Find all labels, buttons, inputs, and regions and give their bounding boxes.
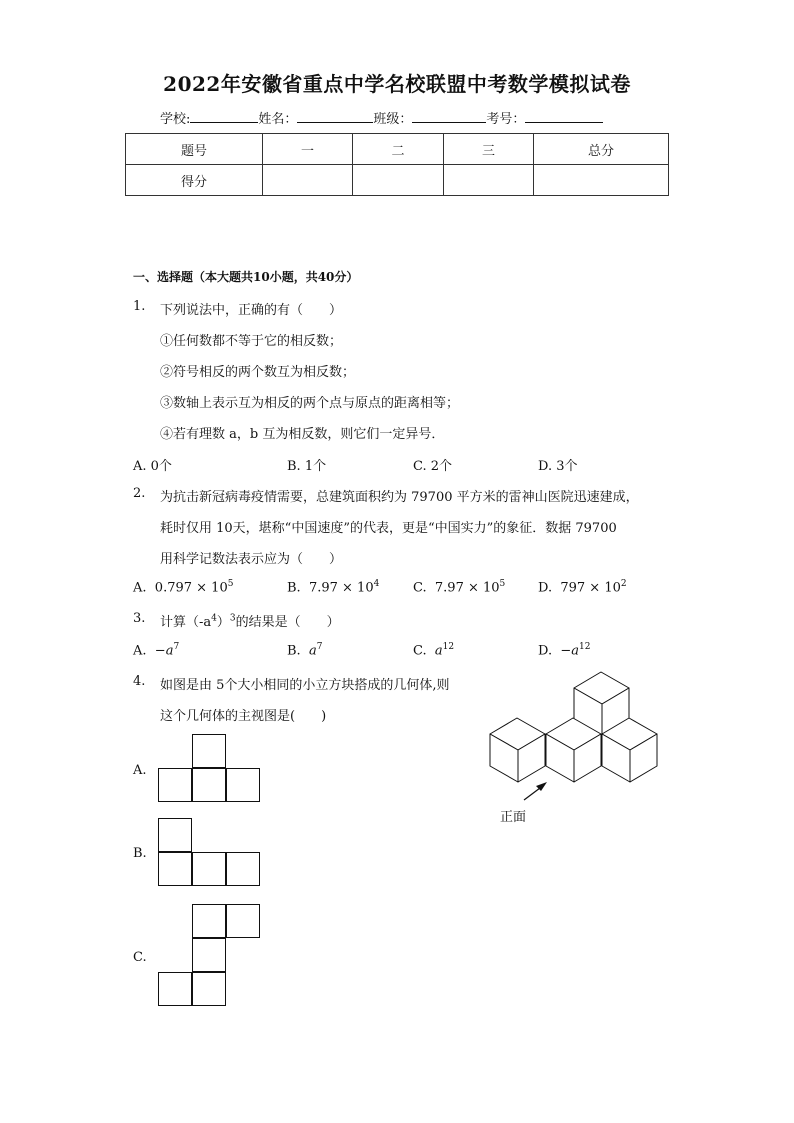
q3-option-a (133, 642, 179, 658)
q1-option-d: D. 3个 (538, 459, 578, 474)
q4-line: 如图是由 5个大小相同的小立方块搭成的几何体,则 (160, 678, 450, 693)
q2-number: 2. (133, 486, 146, 501)
option-exponent: 2 (620, 579, 627, 589)
option-base: a (434, 643, 443, 659)
row-label: 得分 (126, 165, 263, 196)
view-square (192, 938, 226, 972)
option-base: 797 × 10 (560, 580, 621, 596)
score-cell[interactable] (534, 165, 669, 196)
q1-item: ②符号相反的两个数互为相反数； (160, 365, 356, 380)
view-square (226, 852, 260, 886)
q1-number: 1. (133, 299, 146, 314)
option-exponent: 7 (316, 642, 323, 652)
header-cell: 二 (353, 134, 444, 165)
option-base: a (308, 643, 317, 659)
option-exponent: 5 (227, 579, 234, 589)
view-square (226, 904, 260, 938)
class-blank (412, 110, 486, 123)
view-square (192, 768, 226, 802)
q3-option-b (287, 642, 322, 658)
view-square (192, 904, 226, 938)
score-cell[interactable] (353, 165, 444, 196)
q4-line: 这个几何体的主视图是( ) (160, 709, 327, 724)
q3-number: 3. (133, 611, 146, 626)
option-label: A. (133, 643, 147, 659)
q1-item: ④若有理数 a，b 互为相反数，则它们一定异号． (160, 427, 445, 442)
score-table-header (126, 134, 669, 165)
q1-option-c: C. 2个 (413, 459, 453, 474)
view-square (192, 852, 226, 886)
option-base: 7.97 × 10 (434, 580, 500, 596)
view-square (192, 972, 226, 1006)
q3-option-c (413, 642, 454, 658)
q2-option-b (287, 579, 379, 595)
score-cell[interactable] (263, 165, 353, 196)
q4-option-b-label: B. (133, 846, 147, 861)
header-cell: 题号 (126, 134, 263, 165)
q1-stem: 下列说法中，正确的有（ ） (160, 303, 343, 318)
section-heading: 一、选择题（本大题共10小题，共40分） (133, 270, 359, 284)
q4-option-c-figure (158, 904, 263, 1008)
number-label: 考号： (486, 112, 526, 127)
option-label: D. (538, 580, 553, 596)
option-base: −a (560, 643, 580, 659)
name-label: 姓名： (258, 112, 298, 127)
front-view-label: 正面 (500, 810, 527, 825)
score-table-row (126, 165, 669, 196)
q2-line: 耗时仅用 10天，堪称“中国速度”的代表，更是“中国实力”的象征．数据 79700 (160, 521, 617, 536)
view-square (158, 852, 192, 886)
option-label: C. (413, 580, 427, 596)
q3-stem (160, 611, 340, 630)
option-exponent: 7 (173, 642, 180, 652)
q4-option-a-label: A. (133, 763, 147, 778)
stem-part: ） (216, 615, 230, 630)
q2-option-c (413, 579, 505, 595)
q1-item: ①任何数都不等于它的相反数； (160, 334, 343, 349)
q2-option-d (538, 579, 627, 595)
stem-part: 计算（-a (160, 615, 212, 630)
view-square (192, 734, 226, 768)
header-cell: 总分 (534, 134, 669, 165)
option-label: A. (133, 580, 147, 596)
q2-option-a (133, 579, 233, 595)
header-cell: 一 (263, 134, 353, 165)
option-base: −a (154, 643, 174, 659)
option-label: D. (538, 643, 553, 659)
view-square (226, 768, 260, 802)
option-base: 0.797 × 10 (154, 580, 228, 596)
option-label: B. (287, 580, 301, 596)
student-info (160, 108, 603, 127)
q4-number: 4. (133, 674, 146, 689)
q4-option-b-figure (158, 818, 263, 888)
number-blank (525, 110, 603, 123)
view-square (158, 768, 192, 802)
option-label: C. (413, 643, 427, 659)
q4-option-a-figure (158, 734, 263, 804)
q2-line: 为抗击新冠病毒疫情需要，总建筑面积约为 79700 平方米的雷神山医院迅速建成， (160, 490, 639, 505)
option-label: B. (287, 643, 301, 659)
option-exponent: 12 (579, 642, 591, 652)
q1-option-a: A. 0个 (133, 459, 172, 474)
score-table (125, 133, 669, 196)
school-blank (190, 110, 258, 123)
option-base: 7.97 × 10 (308, 580, 374, 596)
q4-option-c-label: C. (133, 950, 147, 965)
option-exponent: 5 (499, 579, 506, 589)
option-exponent: 4 (373, 579, 380, 589)
page-title: 2022年安徽省重点中学名校联盟中考数学模拟试卷 (163, 72, 631, 96)
stem-part: 的结果是（ ） (235, 615, 340, 630)
q2-line: 用科学记数法表示应为（ ） (160, 552, 343, 567)
stem-exponent: 3 (229, 613, 236, 624)
name-blank (297, 110, 373, 123)
cube-figure (480, 660, 670, 830)
header-cell: 三 (444, 134, 534, 165)
school-label: 学校: (160, 112, 191, 127)
stem-exponent: 4 (211, 613, 217, 624)
q1-item: ③数轴上表示互为相反的两个点与原点的距离相等； (160, 396, 460, 411)
q1-option-b: B. 1个 (287, 459, 327, 474)
view-square (158, 818, 192, 852)
view-square (158, 972, 192, 1006)
option-exponent: 12 (442, 642, 455, 652)
class-label: 班级： (373, 112, 413, 127)
score-cell[interactable] (444, 165, 534, 196)
q3-option-d (538, 642, 590, 658)
